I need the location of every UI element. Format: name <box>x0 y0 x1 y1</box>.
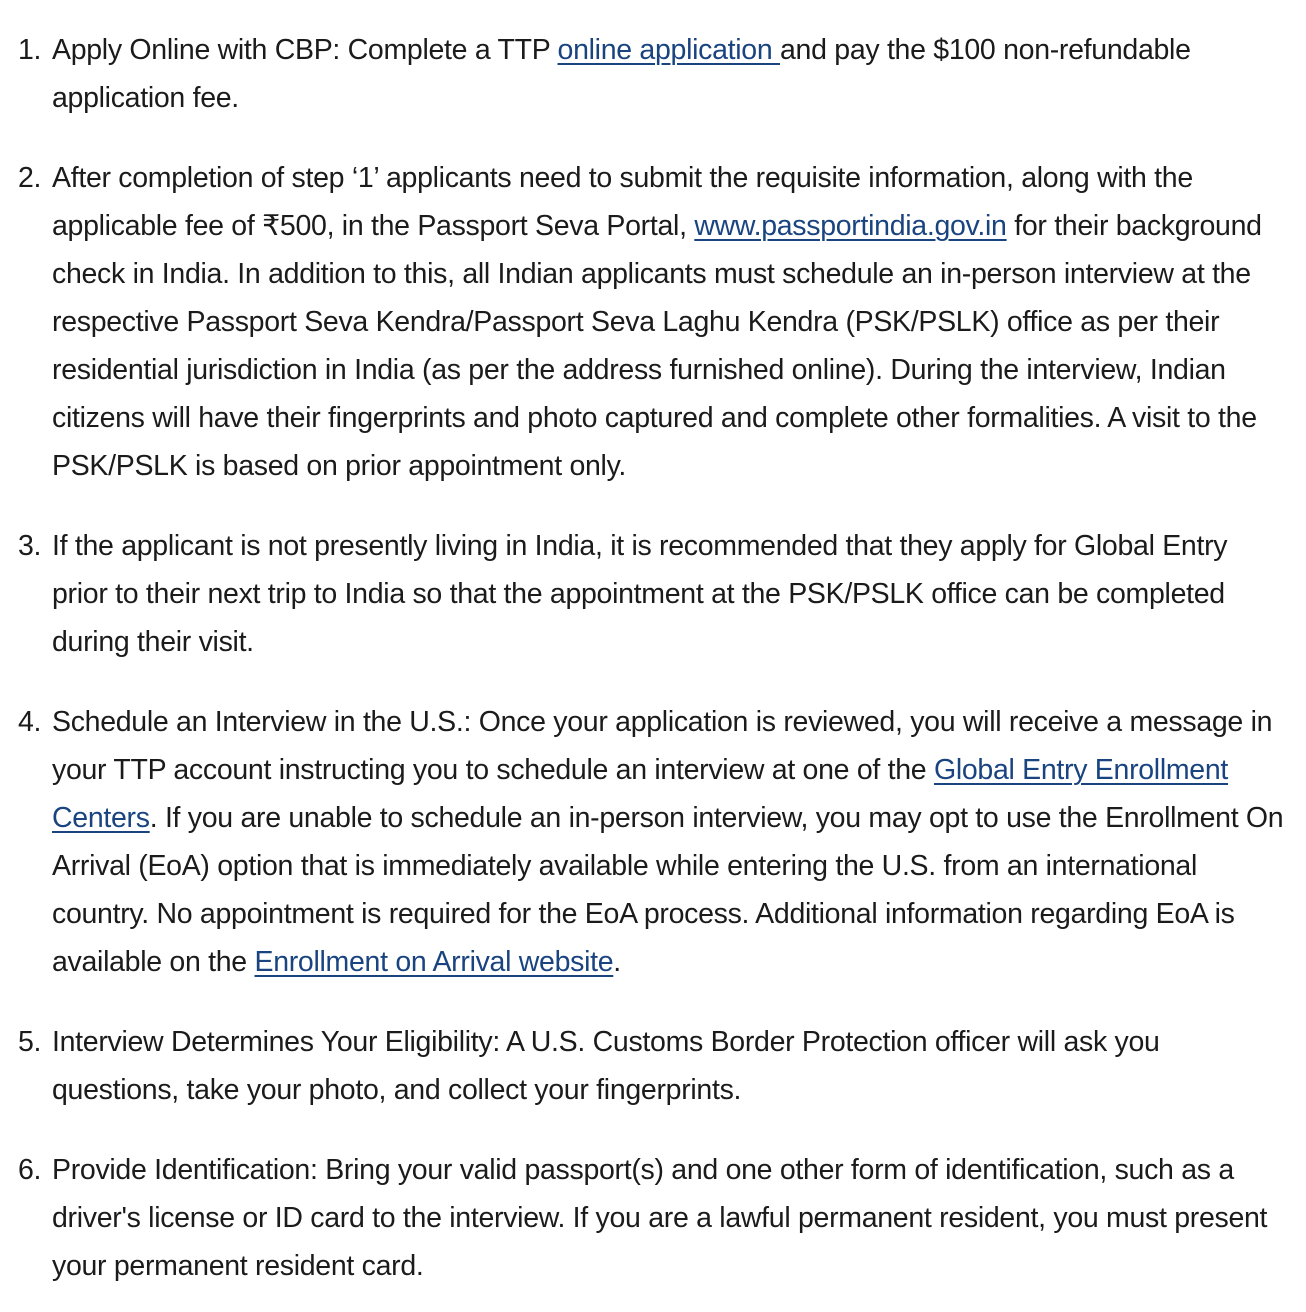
step-text: for their background check in India. In addition to this, all Indian applicants must schedule an in-person interview at the respective Passport Seva Kendra/Passport Seva Laghu Kendra (PSK/PSLK) office as per their residential jurisdiction in India (as per the address furnished online). During the interview, Indian citizens will have their fingerprints and photo captured and complete other formalities. A visit to the PSK/PSLK is based on prior appointment only. <box>52 210 1262 482</box>
step-text: . If you are unable to schedule an in-person interview, you may opt to use the Enrollment On Arrival (EoA) option that is immediately available while entering the U.S. from an international country. No appointment is required for the EoA process. Additional information regarding EoA is available on the <box>52 802 1284 978</box>
step-text: Provide Identification: Bring your valid passport(s) and one other form of identification, such as a driver's license or ID card to the interview. If you are a lawful permanent resident, you must present your permanent resident card. <box>52 1154 1268 1282</box>
step-number: 6. <box>18 1154 42 1186</box>
step-text: After completion of step ‘1’ applicants need to submit the requisite information, along with the applicable fee of ₹500, in the Passport Seva Portal, <box>52 162 1193 242</box>
step-text: . <box>613 946 621 978</box>
step-text: If the applicant is not presently living in India, it is recommended that they apply for Global Entry prior to their next trip to India so that the appointment at the PSK/PSLK office can be completed during their visit. <box>52 530 1228 658</box>
step-4 <box>0 698 1306 986</box>
online-application-link[interactable]: online application <box>557 34 780 66</box>
step-number: 3. <box>18 530 42 562</box>
step-2 <box>0 154 1306 490</box>
step-text: and pay the $100 non-refundable application fee. <box>52 34 1191 114</box>
passport-india-link[interactable]: www.passportindia.gov.in <box>694 210 1007 242</box>
step-text: Interview Determines Your Eligibility: A U.S. Customs Border Protection officer will ask you questions, take your photo, and collect your fingerprints. <box>52 1026 1160 1106</box>
step-number: 1. <box>18 34 42 66</box>
step-number: 4. <box>18 706 42 738</box>
step-6 <box>0 1146 1306 1290</box>
step-number: 5. <box>18 1026 42 1058</box>
enrollment-on-arrival-link[interactable]: Enrollment on Arrival website <box>254 946 614 978</box>
step-1 <box>0 26 1306 122</box>
step-text: Schedule an Interview in the U.S.: Once your application is reviewed, you will receive a message in your TTP account instructing you to schedule an interview at one of the <box>52 706 1273 786</box>
step-5 <box>0 1018 1306 1114</box>
step-text: Apply Online with CBP: Complete a TTP <box>52 34 558 66</box>
enrollment-centers-link[interactable]: Global Entry Enrollment Centers <box>52 754 1229 834</box>
step-number: 2. <box>18 162 42 194</box>
step-3 <box>0 522 1306 666</box>
